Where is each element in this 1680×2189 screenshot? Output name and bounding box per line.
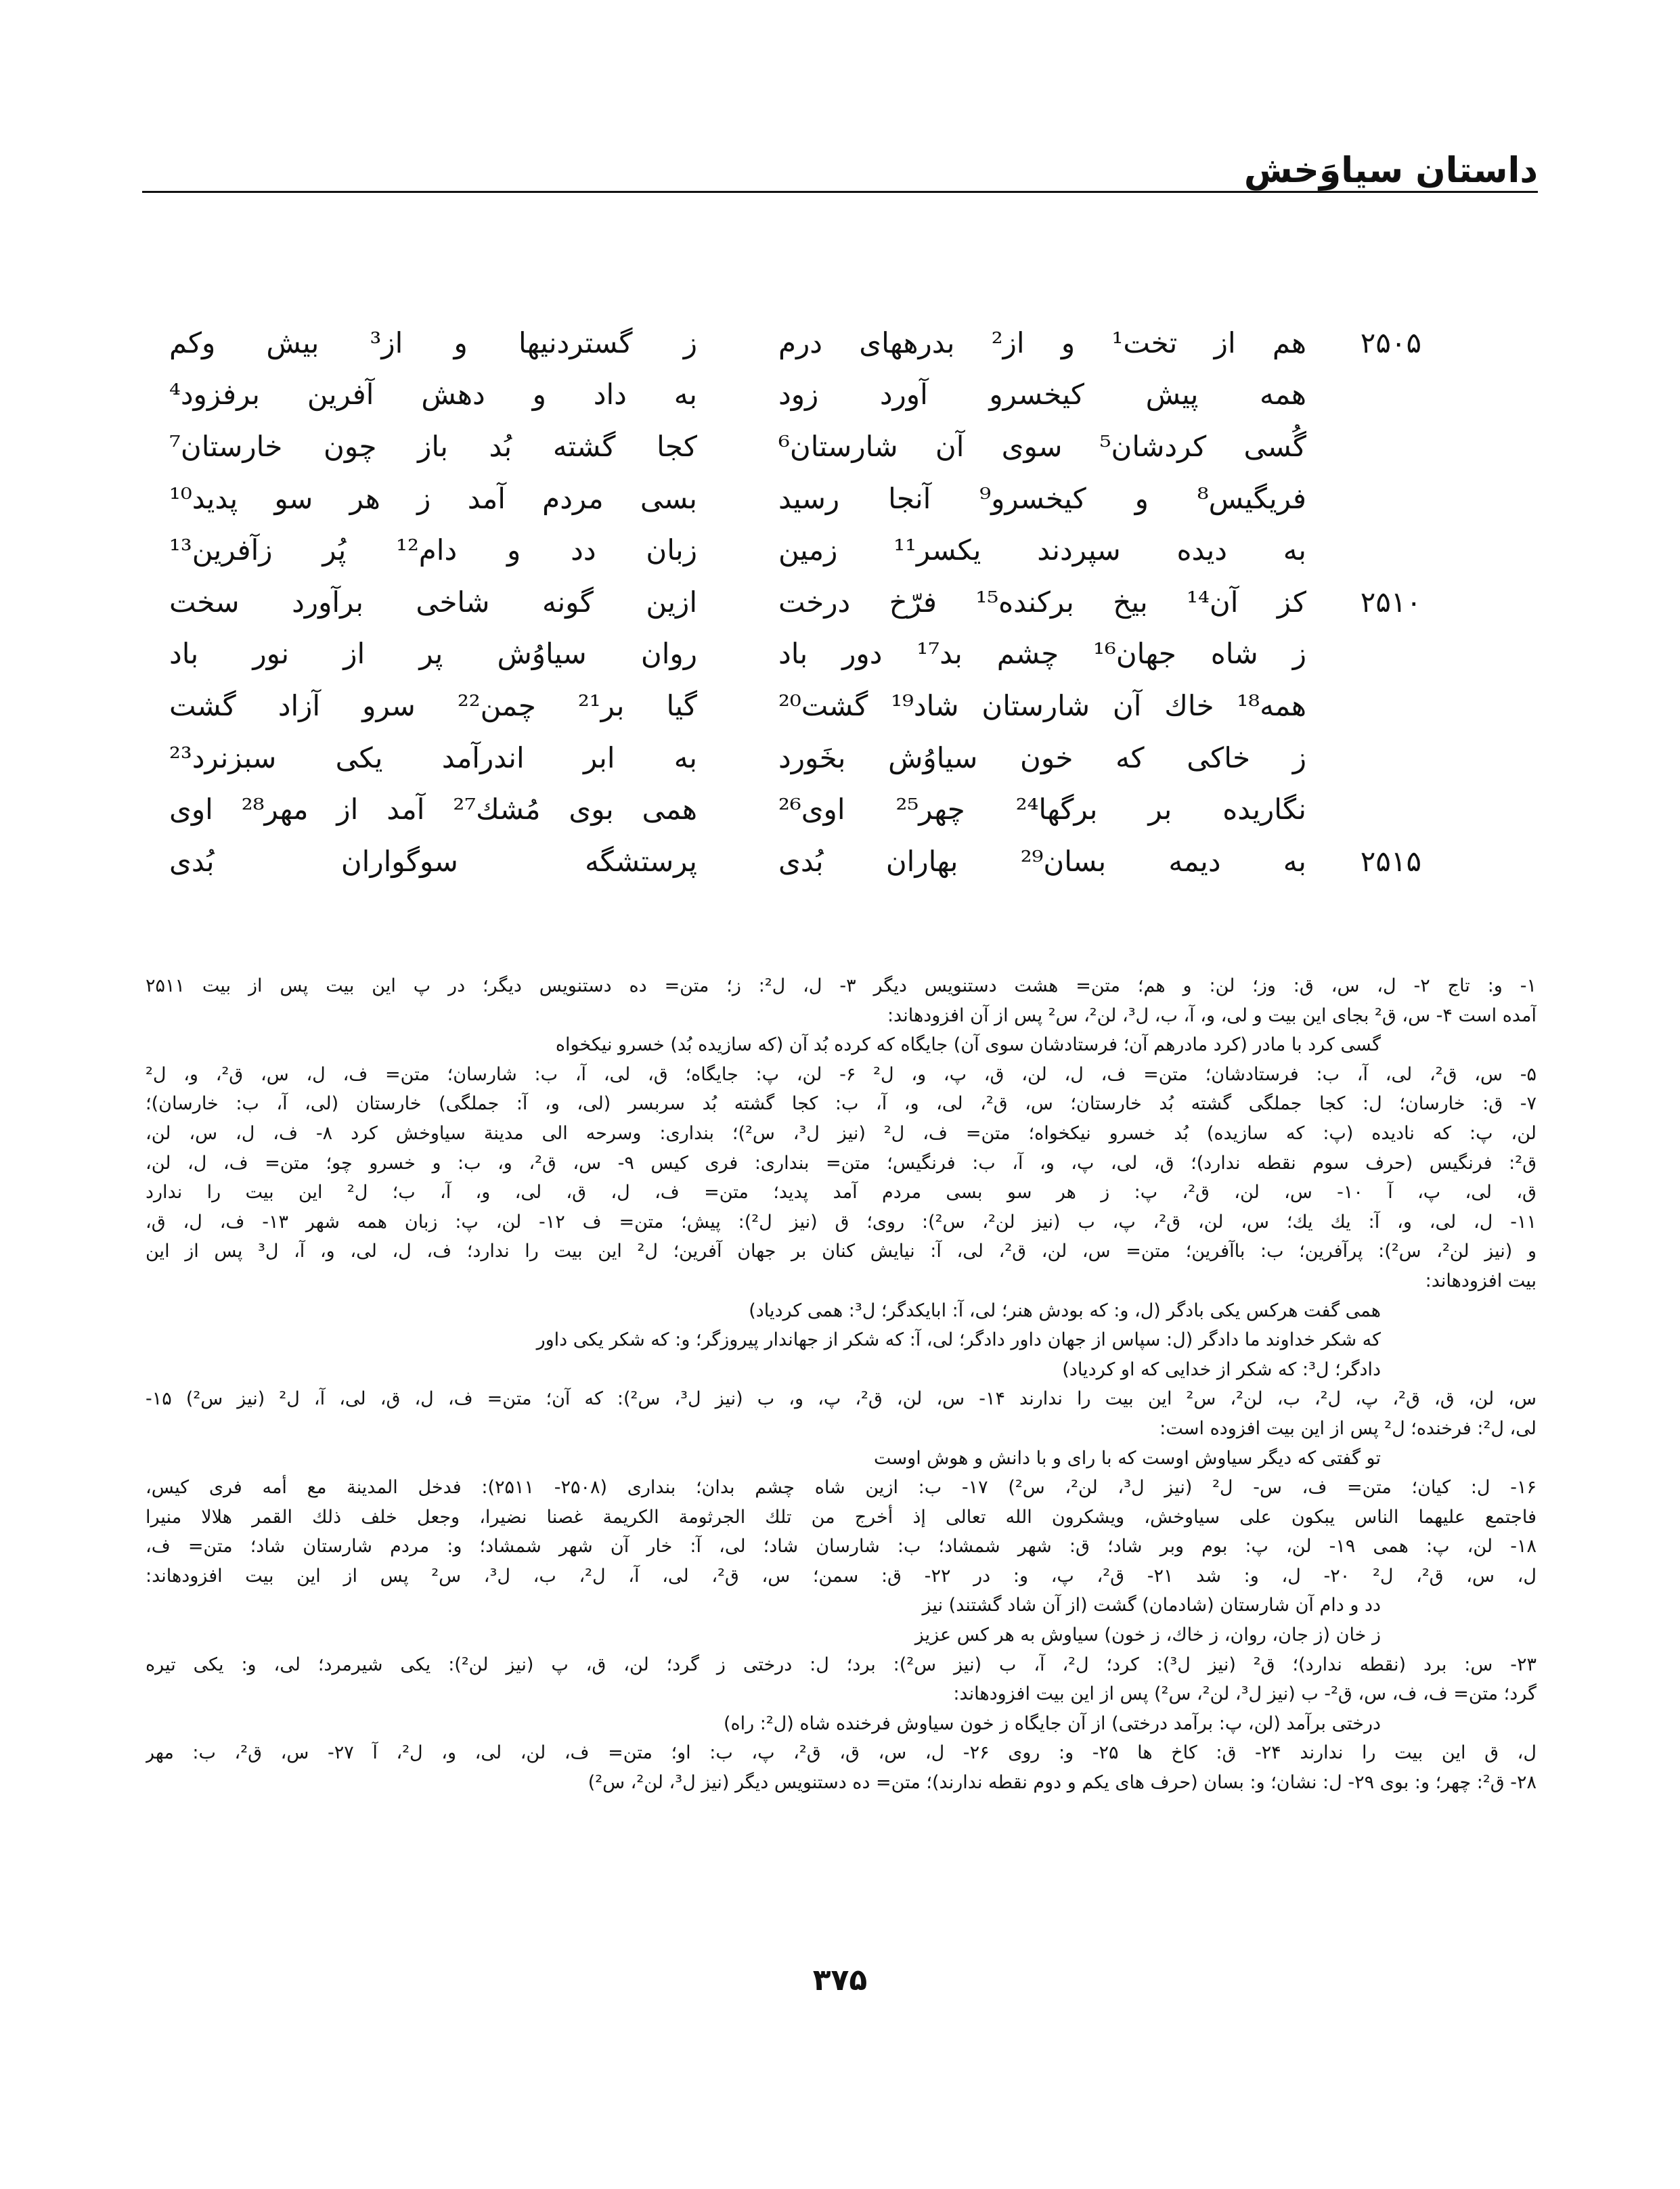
footnote-line: گرد؛ متن= ف، ف، س، ق²- ب (نیز ل³، لن²، س²) پس از این بیت افزودهاند: bbox=[953, 1683, 1537, 1705]
footnote-quoted-verse: همی گفت هرکس یکی بادگر (ل، و: که بودش هنر؛ لی، آ: ابایکدگر؛ ل³: همی کردیاد) bbox=[749, 1300, 1381, 1321]
footnote-line: ۲۳- س: برد (نقطه ندارد)؛ ق² (نیز ل³): کرد؛ ل²، آ، ب (نیز س²): برد؛ ل: درختی ز گرد؛ لن، ق، پ (نیز لن²): یکی شیرمرد؛ لی، و: یکی تیره bbox=[146, 1654, 1537, 1675]
couplet bbox=[162, 317, 1421, 369]
hemistich-first: همه پیش کیخسرو آورد زود bbox=[778, 378, 1306, 412]
running-head-title: داستان سیاوَخش bbox=[1243, 150, 1538, 191]
footnote-line: ۱۱- ل، لی، و، آ: یك یك؛ س، لن، ق²، پ، ب (نیز لن²، س²): روی؛ ق (نیز ل²): پیش؛ متن= ف ۱۲- لن، پ: زبان همه شهر ۱۳- ف، ل، ق، bbox=[146, 1211, 1537, 1233]
footnote-quoted-verse: دد و دام آن شارستان (شادمان) گشت (از آن شاد گشتند) نیز bbox=[922, 1595, 1381, 1616]
hemistich-first: ز شاه جهان¹⁶ چشم بد¹⁷ دور باد bbox=[778, 637, 1306, 671]
couplet bbox=[162, 576, 1421, 628]
verse-number: ۲۵۰۵ bbox=[1360, 326, 1421, 359]
hemistich-first: همه¹⁸ خاك آن شارستان شاد¹⁹ گشت²⁰ bbox=[778, 688, 1307, 722]
verse-number: ۲۵۱۵ bbox=[1360, 844, 1421, 878]
hemistich-second: روان سیاوُش پر از نور باد bbox=[169, 637, 697, 671]
footnote-line: ۲۸- ق²: چهر؛ و: بوی ۲۹- ل: نشان؛ و: بسان (حرف های یکم و دوم نقطه ندارند)؛ متن= ده دستنویس دیگر (نیز ل³، لن²، س²) bbox=[588, 1772, 1537, 1794]
footnote-line: س، لن، ق، ق²، پ، ل²، ب، لن²، س² این بیت را ندارند ۱۴- س، لن، ق²، پ، و، ب (نیز ل³، س²): که آن؛ متن= ف، ل، ق، لی، آ، ل² (نیز س²) ۱۵- bbox=[146, 1388, 1537, 1410]
hemistich-second: کجا گشته بُد باز چون خارستان⁷ bbox=[169, 429, 697, 463]
footnote-line: و (نیز لن²، س²): پرآفرین؛ ب: باآفرین؛ متن= س، لن، ق²، لی، آ: نیایش کنان بر جهان آفرین؛ ل² این بیت را ندارد؛ ف، ل، لی، و، آ، ل³ پس از این bbox=[146, 1241, 1537, 1262]
hemistich-second: زبان دد و دام¹² پُر زآفرین¹³ bbox=[169, 533, 697, 567]
couplet bbox=[162, 835, 1421, 887]
hemistich-first: کز آن¹⁴ بیخ برکنده¹⁵ فرّخ درخت bbox=[778, 585, 1306, 619]
couplet bbox=[162, 732, 1421, 784]
hemistich-second: بسی مردم آمد ز هر سو پدید¹⁰ bbox=[169, 481, 697, 515]
hemistich-second: همی بوی مُشك²⁷ آمد از مهر²⁸ اوی bbox=[169, 793, 697, 826]
hemistich-second: ز گستردنیها و از³ بیش وکم bbox=[169, 326, 697, 359]
page-number: ۳۷۵ bbox=[812, 1963, 868, 1997]
couplet bbox=[162, 472, 1421, 525]
couplet bbox=[162, 680, 1421, 732]
hemistich-first: نگاریده بر برگها²⁴ چهر²⁵ اوی²⁶ bbox=[778, 793, 1306, 826]
hemistich-first: فریگیس⁸ و کیخسرو⁹ آنجا رسید bbox=[778, 481, 1306, 515]
footnote-line: ۵- س، ق²، لی، آ، ب: فرستادشان؛ متن= ف، ل، لن، ق، پ، و، ل² ۶- لن، پ: جایگاه؛ ق، لی، آ، ب: شارسان؛ متن= ف، ل، س، ق²، و، ل² bbox=[146, 1063, 1537, 1085]
footnote-quoted-verse: ز خان (ز جان، روان، ز خاك، ز خون) سیاوش به هر کس عزیز bbox=[914, 1624, 1381, 1646]
footnote-line: ل، س، ق²، ل² ۲۰- ل، و: شد ۲۱- ق²، پ، و: در ۲۲- ق: سمن؛ س، ق²، لی، آ، ل²، ب، ل³، س² پس از این بیت افزودهاند: bbox=[146, 1565, 1537, 1587]
footnotes-block bbox=[146, 971, 1537, 1798]
footnote-line: بیت افزودهاند: bbox=[1425, 1270, 1537, 1291]
footnote-quoted-verse: که شکر خداوند ما دادگر (ل: سپاس از جهان داور دادگر؛ لی، آ: که شکر از جهاندار پیروزگر؛ و: که شکر یکی داور bbox=[536, 1329, 1381, 1351]
footnote-line: ل، ق این بیت را ندارند ۲۴- ق: کاخ ها ۲۵- و: روی ۲۶- ل، س، ق، ق²، پ، ب: او؛ متن= ف، لن، لی، و، ل²، آ ۲۷- س، ق²، ب: مهر bbox=[146, 1742, 1537, 1764]
couplet bbox=[162, 369, 1421, 421]
hemistich-first: گُسی کردشان⁵ سوی آن شارستان⁶ bbox=[778, 429, 1306, 463]
footnote-line: آمده است ۴- س، ق² بجای این بیت و لی، و، آ، ب، ل³، لن²، س² پس از آن افزودهاند: bbox=[887, 1004, 1537, 1026]
couplet bbox=[162, 783, 1421, 835]
poem-block bbox=[162, 317, 1421, 887]
footnote-quoted-verse: دادگر؛ ل³: که شکر از خدایی که او کردیاد) bbox=[1062, 1358, 1381, 1380]
footnote-line: ق²: فرنگیس (حرف سوم نقطه ندارد)؛ ق، لی، پ، و، آ، ب: فرنگیس؛ متن= بنداری: فری کیس ۹- س، ق²، و، ب: و خسرو چو؛ متن= ف، ل، لن، bbox=[146, 1152, 1537, 1174]
hemistich-second: ازین گونه شاخی برآورد سخت bbox=[169, 585, 697, 619]
footnote-line: ۱- و: تاج ۲- ل، س، ق: وز؛ لن: و هم؛ متن= هشت دستنویس دیگر ۳- ل، ل²: ز؛ متن= ده دستنویس دیگر؛ در پ این بیت پس از بیت ۲۵۱۱ bbox=[146, 975, 1537, 996]
footnote-line: ۱۸- لن، پ: همی ۱۹- لن، پ: بوم وبر شاد؛ ق: شهر شمشاد؛ ب: شارسان شاد؛ لی، آ: خار آن شهر شمشاد؛ و: مردم شارستان شاد؛ متن= ف، bbox=[146, 1536, 1537, 1557]
footnote-line: ۷- ق: خارسان؛ ل: کجا جملگی گشته بُد خارستان؛ س، ق²، لی، و، آ، ب: کجا گشته بُد سربسر (لی، و، آ: جملگی) خارستان (لی، آ، ب: خارسان)؛ bbox=[146, 1093, 1537, 1115]
footnote-quoted-verse: تو گفتی که دیگر سیاوش اوست که با رای و با دانش و هوش اوست bbox=[874, 1447, 1381, 1469]
footnote-line: ق، لی، پ، آ ۱۰- س، لن، ق²، پ: ز هر سو بسی مردم آمد پدید؛ متن= ف، ل، ق، لی، و، آ، ب؛ ل² این بیت را ندارد bbox=[146, 1182, 1537, 1203]
header-rule bbox=[142, 191, 1538, 193]
hemistich-second: به ابر اندرآمد یکی سبزنرد²³ bbox=[169, 740, 697, 774]
footnote-line: ۱۶- ل: کیان؛ متن= ف، س- ل² (نیز ل³، لن²، س²) ۱۷- ب: ازین شاه چشم بدان؛ بنداری (۲۵۰۸- ۲۵۱۱): فدخل المدینة مع أمه فری کیس، bbox=[146, 1477, 1537, 1499]
couplet bbox=[162, 420, 1421, 472]
footnote-line: لی، ل²: فرخنده؛ ل² پس از این بیت افزوده است: bbox=[1159, 1417, 1537, 1439]
verse-number: ۲۵۱۰ bbox=[1360, 585, 1421, 619]
hemistich-second: گیا بر²¹ چمن²² سرو آزاد گشت bbox=[169, 688, 697, 722]
hemistich-second: پرستشگه سوگواران بُدی bbox=[169, 844, 697, 878]
couplet bbox=[162, 628, 1421, 680]
footnote-line: لن، پ: که نادیده (پ: که سازیده) بُد خسرو نیکخواه؛ متن= ف، ل² (نیز ل³، س²)؛ بنداری: وسرحه الی مدینة سیاوخش کرد ۸- ف، ل، س، لن، bbox=[146, 1122, 1537, 1144]
footnote-quoted-verse: درختی برآمد (لن، پ: برآمد درختی) از آن جایگاه ز خون سیاوش فرخنده شاه (ل²: راه) bbox=[723, 1712, 1381, 1734]
hemistich-first: به دیمه بسان²⁹ بهاران بُدی bbox=[778, 844, 1306, 878]
footnote-line: فاجتمع علیهما الناس یبکون علی سیاوخش، ویشکرون الله تعالی إذ أخرج من تلك الجرثومة الکریمة غصنا نضیرا، وجعل خلف ذلك القمر هلالا منیرا bbox=[146, 1506, 1537, 1528]
couplet bbox=[162, 524, 1421, 576]
hemistich-first: ز خاکی که خون سیاوُش بخَورد bbox=[778, 740, 1306, 774]
hemistich-second: به داد و دهش آفرین برفزود⁴ bbox=[169, 378, 697, 412]
hemistich-first: هم از تخت¹ و از² بدرههای درم bbox=[778, 326, 1307, 359]
footnote-quoted-verse: گسی کرد با مادر (کرد مادرهم آن؛ فرستادشان سوی آن) جایگاه که کرده بُد آن (که سازیده بُد) خسرو نیکخواه bbox=[555, 1034, 1381, 1056]
hemistich-first: به دیده سپردند یکسر¹¹ زمین bbox=[778, 533, 1306, 567]
